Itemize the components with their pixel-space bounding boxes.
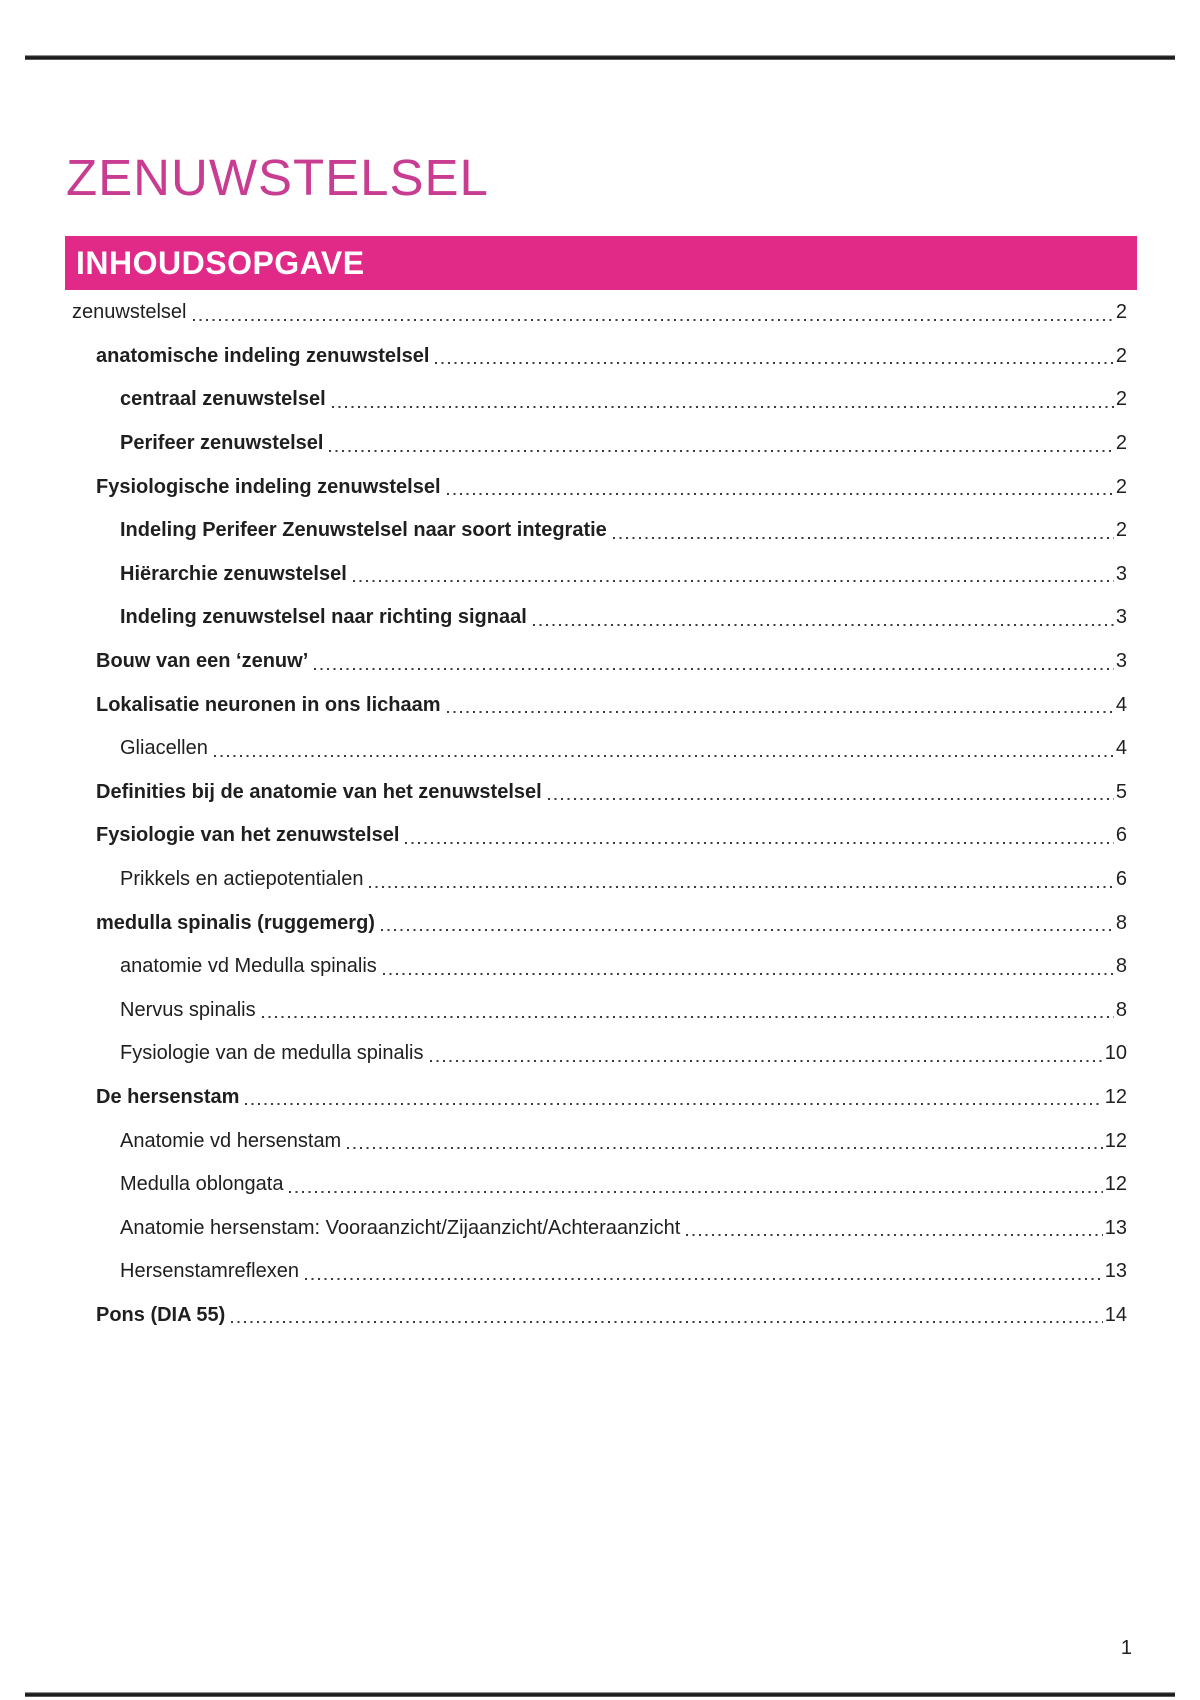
dot-leader-icon xyxy=(329,450,1113,452)
toc-entry[interactable] xyxy=(0,465,1127,509)
toc-entry-label: Fysiologische indeling zenuwstelsel xyxy=(96,475,441,498)
toc-entry[interactable] xyxy=(0,1119,1127,1163)
toc-entry-label: Prikkels en actiepotentialen xyxy=(120,868,364,891)
toc-entry[interactable] xyxy=(0,422,1127,466)
dot-leader-icon xyxy=(447,493,1114,495)
toc-entry[interactable] xyxy=(0,291,1127,335)
toc-entry[interactable] xyxy=(0,901,1127,945)
toc-entry-label: anatomie vd Medulla spinalis xyxy=(120,955,377,978)
toc-entry-page: 8 xyxy=(1115,998,1127,1021)
dot-leader-icon xyxy=(405,842,1113,844)
toc-entry[interactable] xyxy=(0,858,1127,902)
toc-entry-label: Indeling Perifeer Zenuwstelsel naar soort integratie xyxy=(120,519,607,542)
toc-entry[interactable] xyxy=(0,771,1127,815)
top-rule xyxy=(25,55,1175,60)
toc-entry-page: 2 xyxy=(1115,301,1127,324)
dot-leader-icon xyxy=(332,406,1114,408)
dot-leader-icon xyxy=(447,711,1114,713)
toc-entry-page: 2 xyxy=(1115,432,1127,455)
toc-entry-page: 6 xyxy=(1115,868,1127,891)
toc-entry[interactable] xyxy=(0,509,1127,553)
toc-entry-label: Nervus spinalis xyxy=(120,998,256,1021)
toc-entry[interactable] xyxy=(0,596,1127,640)
dot-leader-icon xyxy=(613,537,1114,539)
toc-entry-label: Bouw van een ‘zenuw’ xyxy=(96,650,309,673)
dot-leader-icon xyxy=(314,668,1114,670)
toc-entry-page: 8 xyxy=(1115,955,1127,978)
toc-entry-page: 10 xyxy=(1104,1042,1127,1065)
dot-leader-icon xyxy=(289,1191,1102,1193)
toc-entry-page: 3 xyxy=(1115,606,1127,629)
toc-entry[interactable] xyxy=(0,1076,1127,1120)
dot-leader-icon xyxy=(347,1147,1103,1149)
toc-entry[interactable] xyxy=(0,1294,1127,1338)
toc-entry-page: 12 xyxy=(1104,1173,1127,1196)
dot-leader-icon xyxy=(245,1103,1102,1105)
dot-leader-icon xyxy=(383,973,1114,975)
toc-entry[interactable] xyxy=(0,989,1127,1033)
toc-entry[interactable] xyxy=(0,727,1127,771)
toc-entry-label: Indeling zenuwstelsel naar richting signaal xyxy=(120,606,527,629)
toc-entry[interactable] xyxy=(0,683,1127,727)
toc-entry-label: Fysiologie van het zenuwstelsel xyxy=(96,824,400,847)
toc-entry-page: 2 xyxy=(1115,519,1127,542)
dot-leader-icon xyxy=(214,755,1114,757)
toc-entry-label: Anatomie vd hersenstam xyxy=(120,1129,342,1152)
toc-entry-page: 13 xyxy=(1104,1260,1127,1283)
toc-entry-label: Pons (DIA 55) xyxy=(96,1303,226,1326)
toc-entry-page: 14 xyxy=(1104,1303,1127,1326)
dot-leader-icon xyxy=(381,929,1114,931)
toc-entry-label: Fysiologie van de medulla spinalis xyxy=(120,1042,424,1065)
toc-entry[interactable] xyxy=(0,945,1127,989)
bottom-rule xyxy=(25,1692,1175,1697)
toc-entry-page: 4 xyxy=(1115,737,1127,760)
dot-leader-icon xyxy=(305,1278,1103,1280)
toc-entry[interactable] xyxy=(0,640,1127,684)
dot-leader-icon xyxy=(262,1016,1114,1018)
toc-entry[interactable] xyxy=(0,1206,1127,1250)
toc-entry[interactable] xyxy=(0,378,1127,422)
toc-entry-label: De hersenstam xyxy=(96,1085,240,1108)
toc-entry-label: medulla spinalis (ruggemerg) xyxy=(96,911,375,934)
page-number: 1 xyxy=(1120,1637,1132,1659)
toc-entry-page: 3 xyxy=(1115,650,1127,673)
toc-entry-label: Gliacellen xyxy=(120,737,208,760)
toc-entry-page: 6 xyxy=(1115,824,1127,847)
toc-entry-label: Anatomie hersenstam: Vooraanzicht/Zijaanzicht/Achteraanzicht xyxy=(120,1216,681,1239)
toc-entry[interactable] xyxy=(0,814,1127,858)
dot-leader-icon xyxy=(435,362,1113,364)
toc-entry[interactable] xyxy=(0,1250,1127,1294)
toc-entry-page: 4 xyxy=(1115,693,1127,716)
toc-entry-page: 3 xyxy=(1115,562,1127,585)
toc-entry-page: 12 xyxy=(1104,1085,1127,1108)
table-of-contents xyxy=(0,291,1127,1337)
toc-entry[interactable] xyxy=(0,553,1127,597)
toc-entry-label: Perifeer zenuwstelsel xyxy=(120,432,324,455)
toc-entry-page: 12 xyxy=(1104,1129,1127,1152)
toc-entry-page: 2 xyxy=(1115,475,1127,498)
toc-entry[interactable] xyxy=(0,335,1127,379)
toc-entry-page: 8 xyxy=(1115,911,1127,934)
dot-leader-icon xyxy=(369,886,1113,888)
dot-leader-icon xyxy=(353,580,1114,582)
toc-entry-label: Lokalisatie neuronen in ons lichaam xyxy=(96,693,441,716)
toc-heading: INHOUDSOPGAVE xyxy=(76,244,365,281)
toc-entry-label: Medulla oblongata xyxy=(120,1173,284,1196)
toc-entry-label: Hiërarchie zenuwstelsel xyxy=(120,562,347,585)
toc-entry-page: 2 xyxy=(1115,344,1127,367)
dot-leader-icon xyxy=(231,1321,1102,1323)
dot-leader-icon xyxy=(193,319,1114,321)
dot-leader-icon xyxy=(686,1234,1102,1236)
page-title: ZENUWSTELSEL xyxy=(66,149,489,206)
toc-entry-page: 2 xyxy=(1115,388,1127,411)
toc-entry-page: 13 xyxy=(1104,1216,1127,1239)
toc-entry-label: anatomische indeling zenuwstelsel xyxy=(96,344,430,367)
toc-entry[interactable] xyxy=(0,1163,1127,1207)
dot-leader-icon xyxy=(548,798,1114,800)
toc-entry-label: centraal zenuwstelsel xyxy=(120,388,326,411)
dot-leader-icon xyxy=(533,624,1114,626)
toc-entry-label: zenuwstelsel xyxy=(72,301,187,324)
toc-entry-page: 5 xyxy=(1115,780,1127,803)
dot-leader-icon xyxy=(430,1060,1103,1062)
toc-entry[interactable] xyxy=(0,1032,1127,1076)
toc-entry-label: Hersenstamreflexen xyxy=(120,1260,299,1283)
toc-entry-label: Definities bij de anatomie van het zenuwstelsel xyxy=(96,780,542,803)
toc-heading-banner xyxy=(65,236,1137,290)
